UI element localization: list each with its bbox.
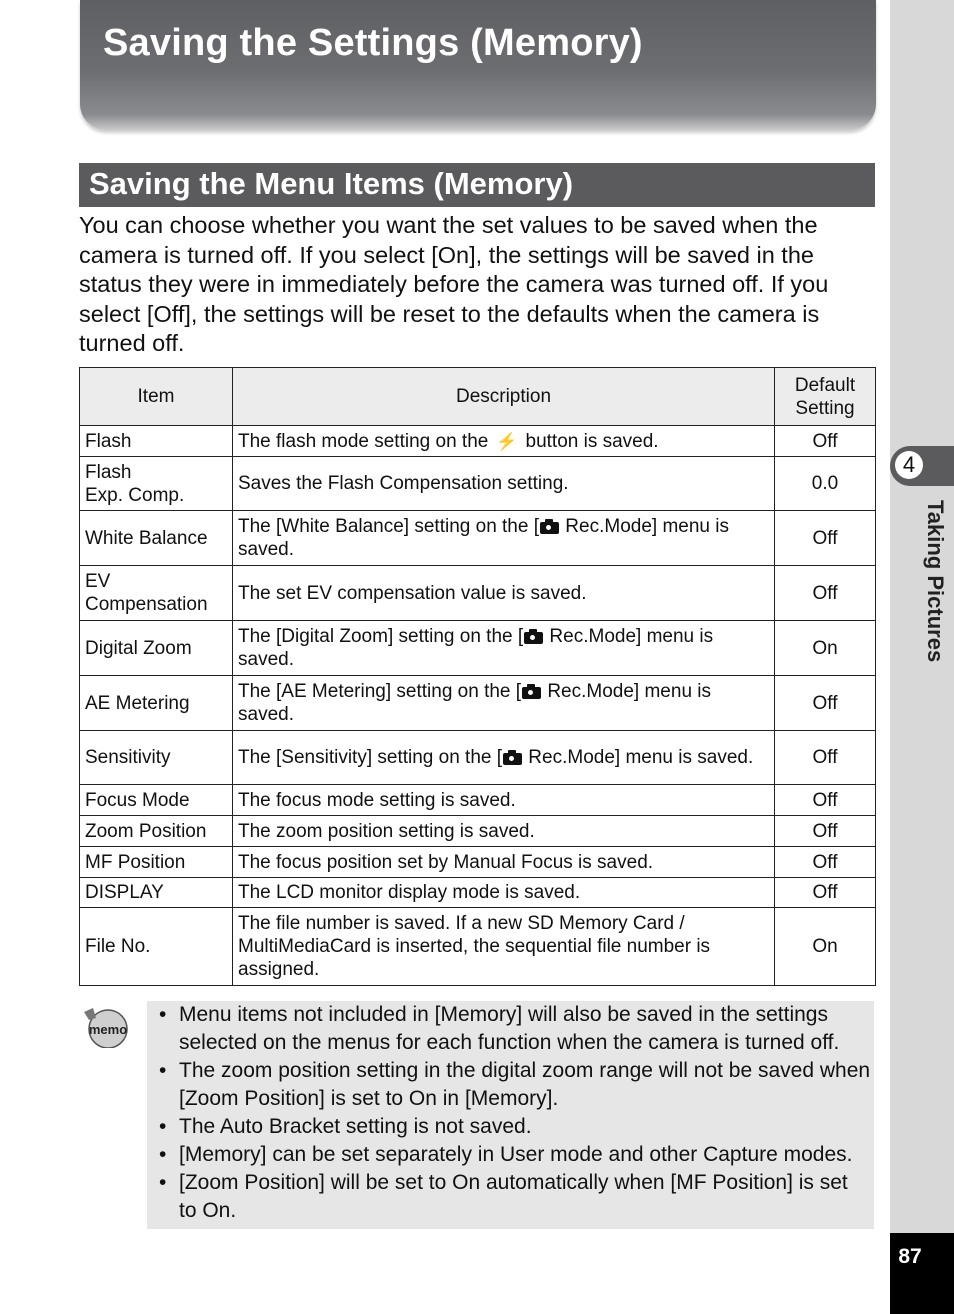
column-header-description: Description <box>233 368 775 426</box>
memo-note: • Menu items not included in [Memory] will also be saved in the settings selected on the menus for each function when the camera is turned off. <box>157 1001 871 1057</box>
item-cell: White Balance <box>80 511 233 566</box>
description-cell: The set EV compensation value is saved. <box>233 566 775 621</box>
description-cell: The [AE Metering] setting on the [ Rec.Mode] menu is saved. <box>233 676 775 731</box>
default-cell: Off <box>775 816 876 847</box>
description-cell: The flash mode setting on the ⚡ button is saved. <box>233 426 775 457</box>
table-row <box>80 816 876 847</box>
item-cell: Zoom Position <box>80 816 233 847</box>
table-row <box>80 566 876 621</box>
default-cell: Off <box>775 847 876 878</box>
memo-note: • The zoom position setting in the digital zoom range will not be saved when [Zoom Position] is set to On in [Memory]. <box>157 1057 871 1113</box>
default-cell: On <box>775 908 876 986</box>
table-row <box>80 676 876 731</box>
table-row <box>80 457 876 511</box>
item-cell: Flash Exp. Comp. <box>80 457 233 511</box>
memory-settings-table <box>79 367 876 986</box>
default-cell: 0.0 <box>775 457 876 511</box>
default-cell: Off <box>775 566 876 621</box>
table-row <box>80 785 876 816</box>
memo-note: • The Auto Bracket setting is not saved. <box>157 1113 871 1141</box>
default-cell: Off <box>775 731 876 785</box>
description-cell: The zoom position setting is saved. <box>233 816 775 847</box>
page-number: 87 <box>898 1245 922 1268</box>
item-cell: Flash <box>80 426 233 457</box>
column-header-default: Default Setting <box>775 368 876 426</box>
description-cell: The focus position set by Manual Focus is saved. <box>233 847 775 878</box>
item-cell: MF Position <box>80 847 233 878</box>
description-cell: The focus mode setting is saved. <box>233 785 775 816</box>
page-number-box <box>890 1233 954 1314</box>
description-cell: The [Digital Zoom] setting on the [ Rec.Mode] menu is saved. <box>233 621 775 676</box>
description-cell: Saves the Flash Compensation setting. <box>233 457 775 511</box>
item-cell: Sensitivity <box>80 731 233 785</box>
description-cell: The [Sensitivity] setting on the [ Rec.Mode] menu is saved. <box>233 731 775 785</box>
memo-note: • [Memory] can be set separately in User mode and other Capture modes. <box>157 1141 871 1169</box>
table-row <box>80 731 876 785</box>
camera-icon <box>522 684 541 699</box>
item-cell: Focus Mode <box>80 785 233 816</box>
chapter-badge <box>890 446 954 486</box>
memo-icon <box>80 1004 132 1048</box>
table-header-row <box>80 368 876 426</box>
description-cell: The LCD monitor display mode is saved. <box>233 878 775 908</box>
item-cell: File No. <box>80 908 233 986</box>
item-cell: DISPLAY <box>80 878 233 908</box>
camera-icon <box>503 750 522 765</box>
memo-note: • [Zoom Position] will be set to On automatically when [MF Position] is set to On. <box>157 1169 871 1225</box>
section-heading: Saving the Menu Items (Memory) <box>89 166 574 201</box>
table-row <box>80 878 876 908</box>
section-header <box>79 163 875 207</box>
memo-notes <box>157 1001 871 1225</box>
default-cell: Off <box>775 878 876 908</box>
default-cell: Off <box>775 426 876 457</box>
description-cell: The file number is saved. If a new SD Memory Card / MultiMediaCard is inserted, the sequential file number is assigned. <box>233 908 775 986</box>
camera-icon <box>524 629 543 644</box>
default-cell: On <box>775 621 876 676</box>
table-row <box>80 511 876 566</box>
page-title: Saving the Settings (Memory) <box>103 22 643 64</box>
memo-box <box>147 1001 874 1229</box>
column-header-item: Item <box>80 368 233 426</box>
chapter-number: 4 <box>895 451 923 479</box>
intro-paragraph: You can choose whether you want the set values to be saved when the camera is turned off. If you select [On], the settings will be saved in the status they were in immediately before the camera was turned off. If you select [Off], the settings will be reset to the defaults when the camera is turned off. <box>79 212 829 356</box>
flash-icon: ⚡ <box>496 431 518 451</box>
camera-icon <box>540 519 559 534</box>
table-row <box>80 426 876 457</box>
table-row <box>80 908 876 986</box>
memo-icon-label: memo <box>88 1022 128 1037</box>
chapter-name: Taking Pictures <box>923 500 948 663</box>
item-cell: EV Compensation <box>80 566 233 621</box>
default-cell: Off <box>775 511 876 566</box>
default-cell: Off <box>775 676 876 731</box>
default-cell: Off <box>775 785 876 816</box>
title-banner <box>80 0 876 130</box>
description-cell: The [White Balance] setting on the [ Rec.Mode] menu is saved. <box>233 511 775 566</box>
item-cell: Digital Zoom <box>80 621 233 676</box>
table-row <box>80 621 876 676</box>
table-row <box>80 847 876 878</box>
item-cell: AE Metering <box>80 676 233 731</box>
